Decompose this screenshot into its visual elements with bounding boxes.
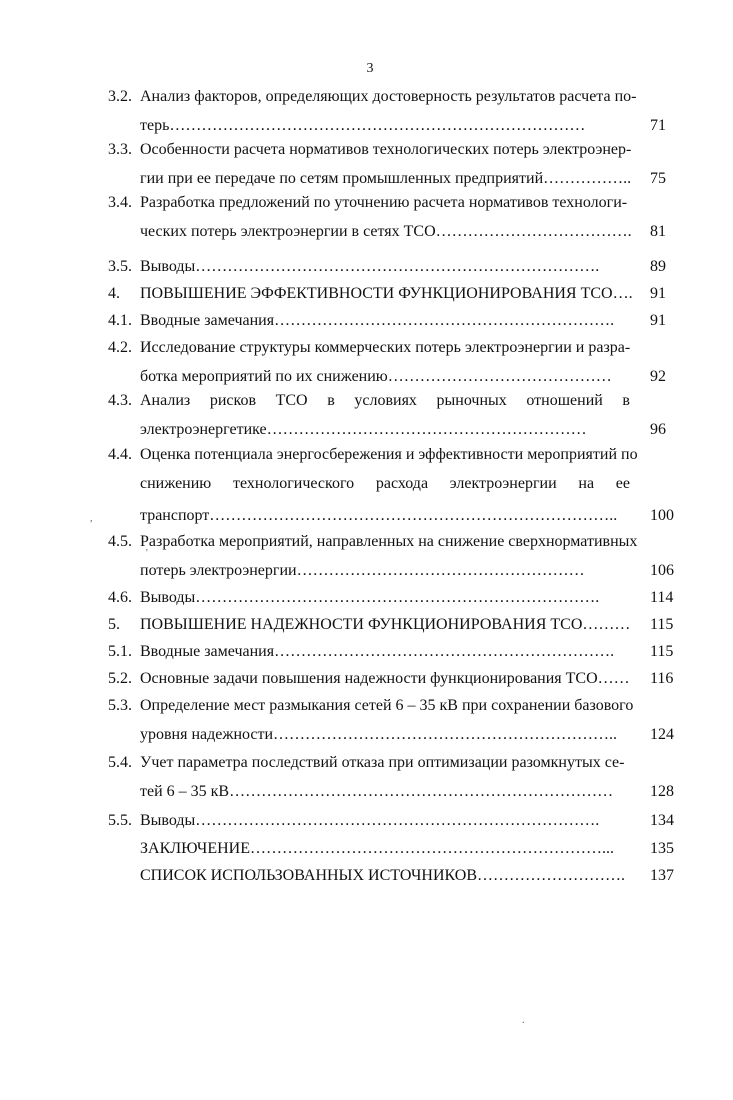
toc-word: в: [622, 392, 630, 409]
toc-title-line: Анализ факторов, определяющих достоверность результатов расчета по-: [140, 88, 637, 105]
toc-title-line: Оценка потенциала энергосбережения и эффективности мероприятий по: [140, 446, 638, 463]
toc-title-line: уровня надежности………………………………………………………..: [140, 726, 618, 743]
toc-page: 115: [650, 643, 674, 660]
page-number: 3: [366, 61, 374, 76]
toc-page: 100: [650, 507, 674, 524]
toc-page: 106: [650, 562, 674, 579]
toc-page: 115: [650, 616, 674, 633]
toc-page: 92: [650, 368, 666, 385]
toc-title-line: Разработка предложений по уточнению расчета нормативов технологи-: [140, 194, 628, 211]
toc-title-line: электроэнергетике……………………………………………………: [140, 421, 587, 438]
toc-title-line: Выводы………………………………………………………………….: [140, 589, 600, 606]
toc-word: Анализ: [140, 392, 191, 409]
toc-title-line: гии при ее передаче по сетям промышленных предприятий……………..: [140, 170, 632, 187]
toc-page: 124: [650, 726, 674, 743]
toc-title-line: ЗАКЛЮЧЕНИЕ…………………………………………………………...: [140, 840, 614, 857]
toc-title-line: Учет параметра последствий отказа при оптимизации разомкнутых се-: [140, 754, 625, 771]
toc-title-line: Выводы………………………………………………………………….: [140, 258, 600, 275]
toc-number: 5.5.: [108, 812, 132, 829]
toc-page: 116: [650, 670, 674, 687]
toc-title-line: Определение мест размыкания сетей 6 – 35 кВ при сохранении базового: [140, 697, 634, 714]
toc-title-line: тей 6 – 35 кВ………………………………………………………………: [140, 783, 614, 800]
toc-word: ТСО: [275, 392, 308, 409]
toc-title-line: потерь электроэнергии………………………………………………: [140, 562, 585, 579]
toc-title-line: Основные задачи повышения надежности функционирования ТСО……: [140, 670, 630, 687]
toc-page: 81: [650, 223, 666, 240]
toc-title-line: Вводные замечания……………………………………………………….: [140, 312, 615, 329]
toc-title-line: Вводные замечания……………………………………………………….: [140, 643, 615, 660]
toc-page: 134: [650, 812, 674, 829]
toc-title-line: Исследование структуры коммерческих потерь электроэнергии и разра-: [140, 339, 631, 356]
toc-word: ее: [615, 475, 630, 492]
toc-word: на: [578, 475, 595, 492]
toc-page: 128: [650, 783, 674, 800]
toc-word: отношений: [526, 392, 603, 409]
toc-number: 5.1.: [108, 643, 132, 660]
toc-number: 4.6.: [108, 589, 132, 606]
toc-word: условиях: [354, 392, 417, 409]
toc-title-line: транспорт…………………………………………………………………..: [140, 507, 618, 524]
toc-title-line: Выводы………………………………………………………………….: [140, 812, 600, 829]
toc-number: 3.4.: [108, 194, 132, 211]
toc-number: 4.4.: [108, 446, 132, 463]
toc-title-line: ческих потерь электроэнергии в сетях ТСО……………………………….: [140, 223, 632, 240]
toc-number: 5.: [108, 616, 120, 633]
toc-page: 75: [650, 170, 666, 187]
stray-mark: ,: [90, 513, 93, 524]
toc-page: 89: [650, 258, 666, 275]
toc-page: 114: [650, 589, 674, 606]
toc-title-line: ПОВЫШЕНИЕ НАДЕЖНОСТИ ФУНКЦИОНИРОВАНИЯ ТСО………: [140, 616, 631, 633]
toc-page: 71: [650, 117, 666, 134]
toc-word: снижению: [140, 475, 212, 492]
toc-title-line: терь……………………………………………………………………: [140, 117, 586, 134]
toc-number: 4.3.: [108, 392, 132, 409]
toc-number: 3.2.: [108, 88, 132, 105]
toc-word: в: [327, 392, 335, 409]
toc-word: рыночных: [436, 392, 507, 409]
stray-mark: ': [146, 548, 148, 559]
toc-number: 4.5.: [108, 533, 132, 550]
toc-page: 91: [650, 312, 666, 329]
toc-title-line: СПИСОК ИСПОЛЬЗОВАННЫХ ИСТОЧНИКОВ……………………….: [140, 867, 626, 884]
toc-number: 4.1.: [108, 312, 132, 329]
toc-word: рисков: [209, 392, 257, 409]
toc-number: 5.2.: [108, 670, 132, 687]
toc-number: 5.4.: [108, 754, 132, 771]
toc-word: технологического: [233, 475, 355, 492]
stray-mark: .: [522, 1015, 525, 1026]
toc-number: 4.: [108, 285, 120, 302]
toc-page: 96: [650, 421, 666, 438]
toc-title-line: [140, 392, 630, 410]
toc-title-line: Особенности расчета нормативов технологических потерь электроэнер-: [140, 141, 632, 158]
toc-page: 91: [650, 285, 666, 302]
toc-title-line: Разработка мероприятий, направленных на снижение сверхнормативных: [140, 533, 638, 550]
toc-page: 137: [650, 867, 674, 884]
toc-number: 3.3.: [108, 141, 132, 158]
toc-number: 5.3.: [108, 697, 132, 714]
toc-word: электроэнергии: [449, 475, 557, 492]
toc-number: 3.5.: [108, 258, 132, 275]
toc-number: 4.2.: [108, 339, 132, 356]
toc-word: расхода: [375, 475, 429, 492]
toc-page: 135: [650, 840, 674, 857]
toc-title-line: [140, 475, 630, 493]
toc-title-line: ботка мероприятий по их снижению……………………………………: [140, 368, 612, 385]
toc-title-line: ПОВЫШЕНИЕ ЭФФЕКТИВНОСТИ ФУНКЦИОНИРОВАНИЯ ТСО….: [140, 285, 633, 302]
